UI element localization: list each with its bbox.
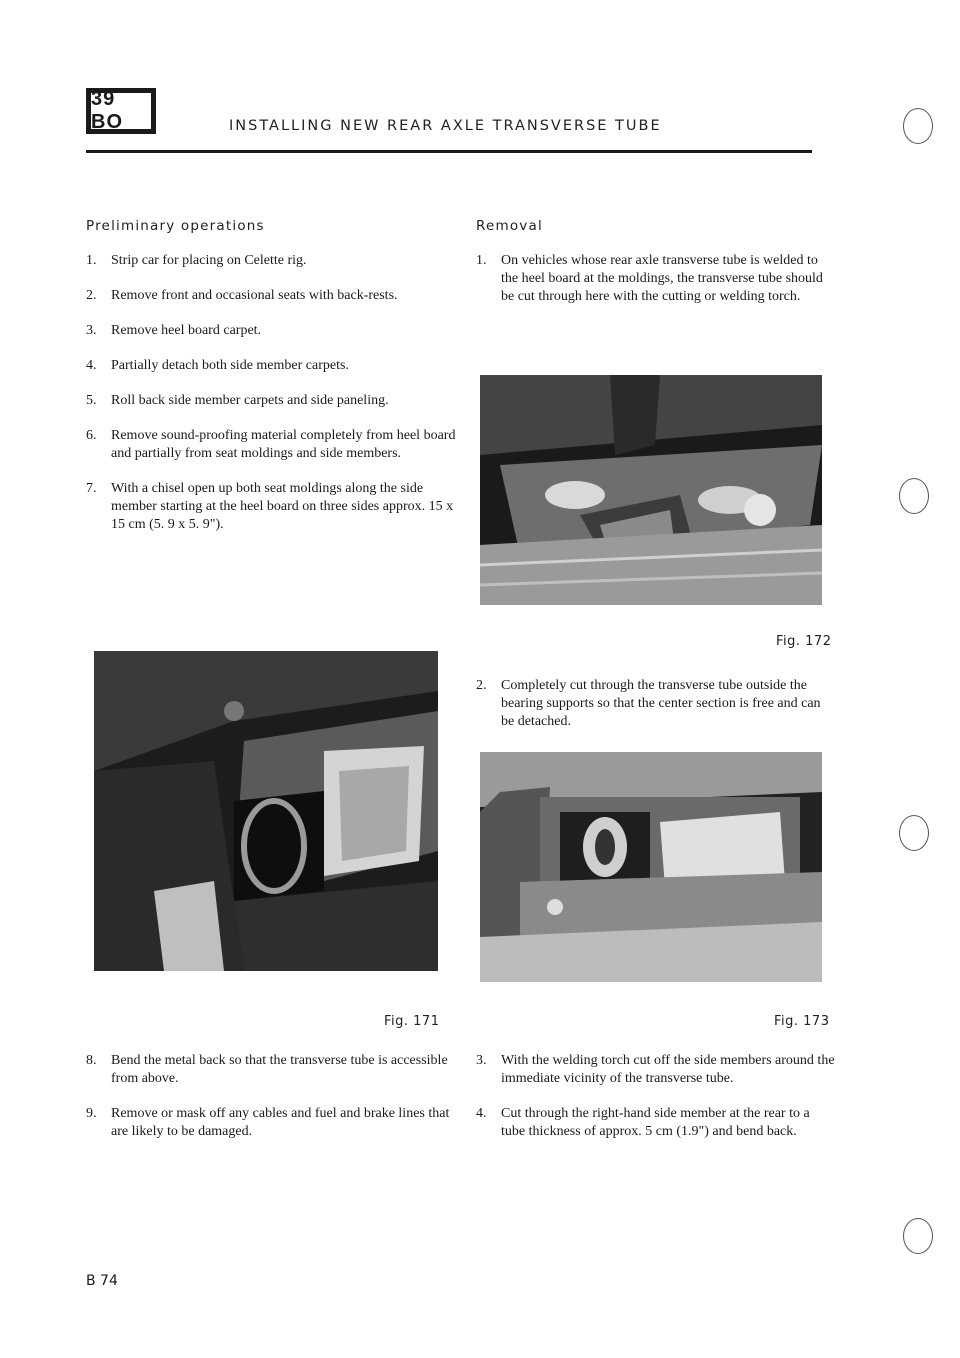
step-item: 4. Partially detach both side member carpets. [86, 358, 349, 373]
figure-172-photo [480, 375, 822, 605]
right-bottom-steps [476, 1052, 836, 1158]
step-item: 8. Bend the metal back so that the transverse tube is accessible from above. [86, 1053, 448, 1086]
section-badge: 39 BO [86, 88, 156, 134]
page-number: B 74 [86, 1273, 118, 1289]
step-item: 9. Remove or mask off any cables and fuel and brake lines that are likely to be damaged. [86, 1106, 450, 1139]
step-item: 5. Roll back side member carpets and side paneling. [86, 393, 389, 408]
binder-hole-1 [903, 108, 933, 144]
step-item: 3. With the welding torch cut off the side members around the immediate vicinity of the transverse tube. [476, 1053, 835, 1086]
removal-step-2 [476, 677, 836, 748]
preliminary-steps-list [86, 252, 456, 534]
left-bottom-steps [86, 1052, 456, 1158]
section-heading-preliminary: Preliminary operations [86, 218, 265, 234]
step-item: 1. On vehicles whose rear axle transverse tube is welded to the heel board at the moldings, the transverse tube should be cut through here with the cutting or welding torch. [476, 253, 823, 304]
figure-173-photo [480, 752, 822, 982]
step-item: 6. Remove sound-proofing material completely from heel board and partially from seat moldings and side members. [86, 428, 456, 461]
figure-172-caption: Fig. 172 [776, 634, 832, 649]
step-item: 2. Completely cut through the transverse tube outside the bearing supports so that the center section is free and can be detached. [476, 678, 821, 729]
section-heading-removal: Removal [476, 218, 543, 234]
step-item: 1. Strip car for placing on Celette rig. [86, 253, 307, 268]
step-item: 3. Remove heel board carpet. [86, 323, 262, 338]
figure-171-photo [94, 651, 438, 971]
step-item: 7. With a chisel open up both seat moldings along the side member starting at the heel board on three sides approx. 15 x 15 cm (5. 9 x 5. 9"). [86, 481, 454, 532]
steps-list [86, 1052, 456, 1141]
steps-list [476, 1052, 836, 1141]
figure-173-caption: Fig. 173 [774, 1014, 830, 1029]
step-item: 2. Remove front and occasional seats with back-rests. [86, 288, 398, 303]
removal-section [476, 218, 836, 323]
step-item: 4. Cut through the right-hand side member at the rear to a tube thickness of approx. 5 cm (1.9") and bend back. [476, 1106, 810, 1139]
binder-hole-2 [899, 478, 929, 514]
binder-hole-4 [903, 1218, 933, 1254]
preliminary-operations-section [86, 218, 456, 551]
page-title: INSTALLING NEW REAR AXLE TRANSVERSE TUBE [229, 118, 662, 134]
binder-hole-3 [899, 815, 929, 851]
header-rule [86, 150, 812, 153]
figure-171-caption: Fig. 171 [384, 1014, 440, 1029]
